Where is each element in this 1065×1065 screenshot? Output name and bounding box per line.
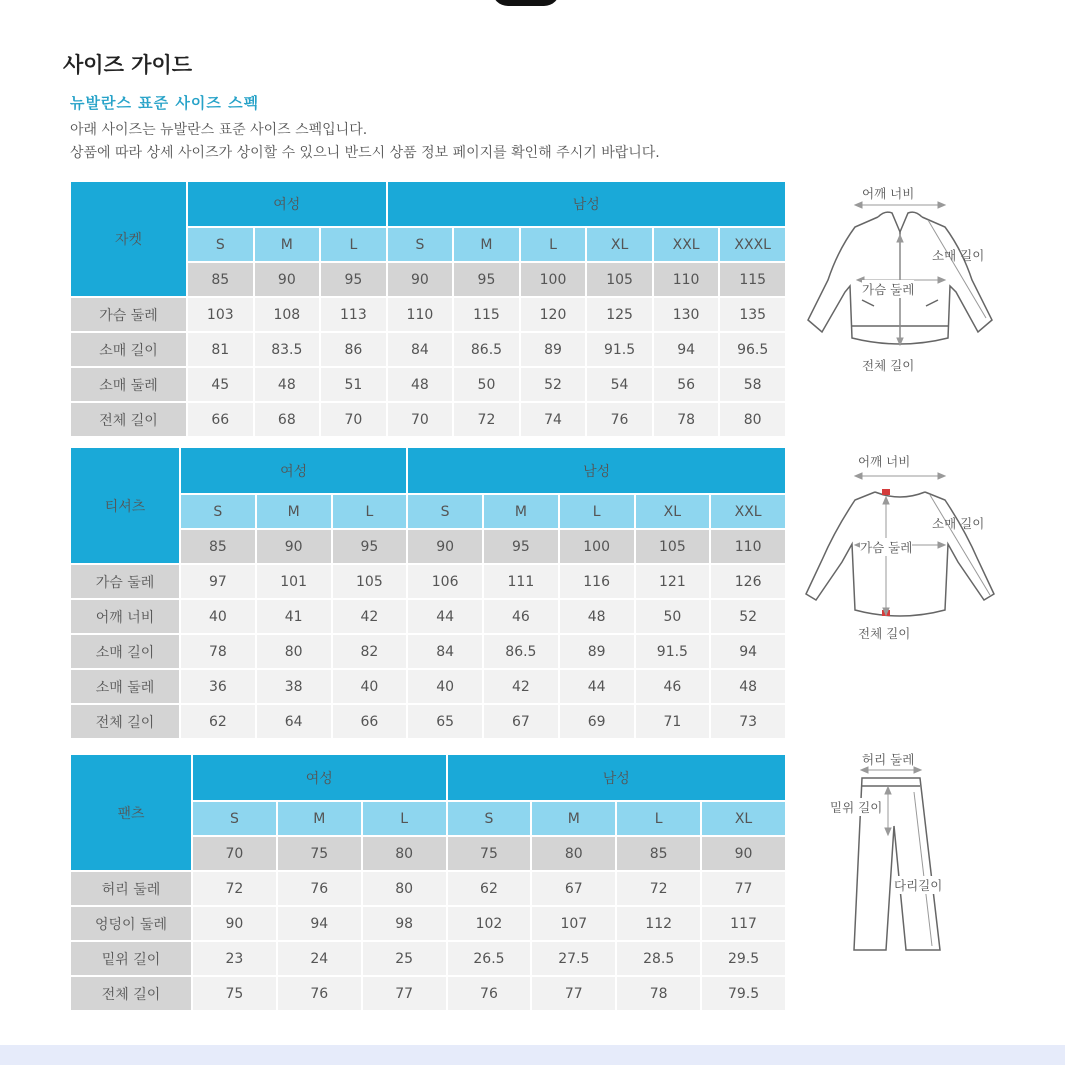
jacket-label-shoulder: 어깨 너비 — [862, 186, 915, 201]
value-cell: 90 — [192, 906, 277, 941]
table-row — [70, 599, 786, 634]
value-cell: 74 — [520, 402, 587, 437]
value-cell: 111 — [483, 564, 559, 599]
value-cell: 91.5 — [586, 332, 653, 367]
table-row — [70, 402, 786, 437]
size-number-cell: 105 — [635, 529, 711, 564]
value-cell: 23 — [192, 941, 277, 976]
jacket-size-table — [70, 181, 786, 437]
size-letter-cell: M — [531, 801, 616, 836]
value-cell: 91.5 — [635, 634, 711, 669]
value-cell: 28.5 — [616, 941, 701, 976]
size-number-cell: 75 — [277, 836, 362, 871]
value-cell: 105 — [332, 564, 408, 599]
size-number-cell: 90 — [256, 529, 332, 564]
jacket-label-sleeve: 소매 길이 — [932, 248, 985, 263]
value-cell: 101 — [256, 564, 332, 599]
value-cell: 86 — [320, 332, 387, 367]
tshirt-category-cell: 티셔츠 — [70, 447, 180, 564]
size-letter-cell: S — [192, 801, 277, 836]
size-number-cell: 85 — [187, 262, 254, 297]
value-cell: 94 — [277, 906, 362, 941]
value-cell: 115 — [453, 297, 520, 332]
row-label-cell: 전체 길이 — [70, 704, 180, 739]
pants-category-cell: 팬츠 — [70, 754, 192, 871]
value-cell: 48 — [254, 367, 321, 402]
size-letter-cell: XXL — [710, 494, 786, 529]
size-letter-cell: S — [180, 494, 256, 529]
value-cell: 42 — [483, 669, 559, 704]
size-number-cell: 90 — [407, 529, 483, 564]
pants-label-rise: 밑위 길이 — [830, 800, 883, 815]
value-cell: 64 — [256, 704, 332, 739]
value-cell: 56 — [653, 367, 720, 402]
bottom-bar — [0, 1045, 1065, 1065]
size-number-cell: 95 — [453, 262, 520, 297]
men-header: 남성 — [447, 754, 786, 801]
value-cell: 120 — [520, 297, 587, 332]
tshirt-label-chest: 가슴 둘레 — [860, 540, 913, 555]
value-cell: 80 — [719, 402, 786, 437]
size-letter-cell: L — [559, 494, 635, 529]
value-cell: 41 — [256, 599, 332, 634]
size-number-cell: 90 — [701, 836, 786, 871]
value-cell: 50 — [635, 599, 711, 634]
size-number-cell: 105 — [586, 262, 653, 297]
pants-label-waist: 허리 둘레 — [862, 752, 915, 767]
size-number-cell: 80 — [362, 836, 447, 871]
size-letter-cell: XXXL — [719, 227, 786, 262]
value-cell: 58 — [719, 367, 786, 402]
value-cell: 71 — [635, 704, 711, 739]
value-cell: 135 — [719, 297, 786, 332]
value-cell: 97 — [180, 564, 256, 599]
row-label-cell: 어깨 너비 — [70, 599, 180, 634]
table-row — [70, 634, 786, 669]
women-header: 여성 — [192, 754, 447, 801]
value-cell: 76 — [277, 871, 362, 906]
table-row — [70, 297, 786, 332]
size-number-cell: 95 — [332, 529, 408, 564]
value-cell: 98 — [362, 906, 447, 941]
value-cell: 130 — [653, 297, 720, 332]
value-cell: 80 — [362, 871, 447, 906]
value-cell: 40 — [407, 669, 483, 704]
row-label-cell: 엉덩이 둘레 — [70, 906, 192, 941]
value-cell: 77 — [701, 871, 786, 906]
value-cell: 77 — [362, 976, 447, 1011]
value-cell: 112 — [616, 906, 701, 941]
men-header: 남성 — [387, 181, 786, 227]
value-cell: 44 — [559, 669, 635, 704]
size-number-cell: 85 — [180, 529, 256, 564]
value-cell: 70 — [320, 402, 387, 437]
value-cell: 72 — [616, 871, 701, 906]
value-cell: 38 — [256, 669, 332, 704]
size-number-cell: 85 — [616, 836, 701, 871]
value-cell: 72 — [453, 402, 520, 437]
value-cell: 24 — [277, 941, 362, 976]
women-header: 여성 — [180, 447, 407, 494]
row-label-cell: 소매 둘레 — [70, 669, 180, 704]
size-letter-cell: L — [332, 494, 408, 529]
value-cell: 113 — [320, 297, 387, 332]
value-cell: 102 — [447, 906, 532, 941]
size-number-cell: 115 — [719, 262, 786, 297]
size-number-cell: 95 — [320, 262, 387, 297]
tshirt-size-table — [70, 447, 786, 739]
value-cell: 68 — [254, 402, 321, 437]
value-cell: 50 — [453, 367, 520, 402]
value-cell: 84 — [387, 332, 454, 367]
value-cell: 67 — [483, 704, 559, 739]
table-row — [70, 871, 786, 906]
table-row — [70, 367, 786, 402]
size-letter-cell: M — [453, 227, 520, 262]
value-cell: 86.5 — [453, 332, 520, 367]
row-label-cell: 허리 둘레 — [70, 871, 192, 906]
size-number-cell: 75 — [447, 836, 532, 871]
table-row — [70, 332, 786, 367]
size-number-cell: 90 — [387, 262, 454, 297]
value-cell: 80 — [256, 634, 332, 669]
tshirt-illustration — [800, 450, 1000, 650]
men-header: 남성 — [407, 447, 786, 494]
value-cell: 116 — [559, 564, 635, 599]
value-cell: 42 — [332, 599, 408, 634]
size-number-cell: 100 — [559, 529, 635, 564]
value-cell: 29.5 — [701, 941, 786, 976]
value-cell: 76 — [447, 976, 532, 1011]
jacket-category-cell: 자켓 — [70, 181, 187, 297]
value-cell: 78 — [616, 976, 701, 1011]
value-cell: 96.5 — [719, 332, 786, 367]
size-number-cell: 70 — [192, 836, 277, 871]
jacket-label-length: 전체 길이 — [862, 358, 915, 373]
value-cell: 52 — [710, 599, 786, 634]
value-cell: 117 — [701, 906, 786, 941]
value-cell: 26.5 — [447, 941, 532, 976]
pants-label-leg: 다리길이 — [894, 878, 943, 893]
value-cell: 46 — [635, 669, 711, 704]
size-letter-cell: M — [256, 494, 332, 529]
value-cell: 106 — [407, 564, 483, 599]
size-letter-cell: XXL — [653, 227, 720, 262]
size-number-cell: 95 — [483, 529, 559, 564]
row-label-cell: 소매 길이 — [70, 332, 187, 367]
tshirt-label-sleeve: 소매 길이 — [932, 516, 985, 531]
value-cell: 48 — [387, 367, 454, 402]
value-cell: 75 — [192, 976, 277, 1011]
tshirt-label-shoulder: 어깨 너비 — [858, 454, 911, 469]
value-cell: 65 — [407, 704, 483, 739]
table-row — [70, 564, 786, 599]
top-decorative-shape — [492, 0, 560, 6]
value-cell: 27.5 — [531, 941, 616, 976]
pants-size-table — [70, 754, 786, 1011]
value-cell: 125 — [586, 297, 653, 332]
value-cell: 84 — [407, 634, 483, 669]
description-line-1: 아래 사이즈는 뉴발란스 표준 사이즈 스펙입니다. — [70, 122, 368, 138]
value-cell: 86.5 — [483, 634, 559, 669]
value-cell: 62 — [447, 871, 532, 906]
value-cell: 54 — [586, 367, 653, 402]
value-cell: 89 — [520, 332, 587, 367]
value-cell: 66 — [332, 704, 408, 739]
page-title: 사이즈 가이드 — [63, 53, 193, 77]
value-cell: 25 — [362, 941, 447, 976]
table-row — [70, 669, 786, 704]
value-cell: 45 — [187, 367, 254, 402]
row-label-cell: 밑위 길이 — [70, 941, 192, 976]
value-cell: 48 — [559, 599, 635, 634]
value-cell: 78 — [653, 402, 720, 437]
value-cell: 62 — [180, 704, 256, 739]
value-cell: 126 — [710, 564, 786, 599]
value-cell: 79.5 — [701, 976, 786, 1011]
value-cell: 40 — [180, 599, 256, 634]
value-cell: 108 — [254, 297, 321, 332]
value-cell: 94 — [653, 332, 720, 367]
size-number-cell: 110 — [653, 262, 720, 297]
size-letter-cell: S — [407, 494, 483, 529]
value-cell: 70 — [387, 402, 454, 437]
table-row — [70, 941, 786, 976]
size-letter-cell: L — [616, 801, 701, 836]
value-cell: 40 — [332, 669, 408, 704]
size-letter-cell: XL — [586, 227, 653, 262]
size-letter-cell: L — [362, 801, 447, 836]
size-letter-cell: M — [277, 801, 362, 836]
value-cell: 83.5 — [254, 332, 321, 367]
row-label-cell: 가슴 둘레 — [70, 564, 180, 599]
value-cell: 69 — [559, 704, 635, 739]
value-cell: 66 — [187, 402, 254, 437]
jacket-label-chest: 가슴 둘레 — [862, 282, 915, 297]
value-cell: 107 — [531, 906, 616, 941]
size-letter-cell: XL — [701, 801, 786, 836]
table-row — [70, 906, 786, 941]
value-cell: 110 — [387, 297, 454, 332]
size-letter-cell: M — [483, 494, 559, 529]
value-cell: 94 — [710, 634, 786, 669]
value-cell: 36 — [180, 669, 256, 704]
size-number-cell: 110 — [710, 529, 786, 564]
size-letter-cell: M — [254, 227, 321, 262]
section-subtitle: 뉴발란스 표준 사이즈 스펙 — [70, 94, 260, 112]
size-letter-cell: XL — [635, 494, 711, 529]
size-number-cell: 100 — [520, 262, 587, 297]
value-cell: 81 — [187, 332, 254, 367]
size-letter-cell: S — [387, 227, 454, 262]
women-header: 여성 — [187, 181, 387, 227]
value-cell: 72 — [192, 871, 277, 906]
value-cell: 76 — [277, 976, 362, 1011]
value-cell: 89 — [559, 634, 635, 669]
value-cell: 48 — [710, 669, 786, 704]
value-cell: 76 — [586, 402, 653, 437]
value-cell: 121 — [635, 564, 711, 599]
size-number-cell: 90 — [254, 262, 321, 297]
row-label-cell: 소매 길이 — [70, 634, 180, 669]
tshirt-label-length: 전체 길이 — [858, 626, 911, 641]
value-cell: 51 — [320, 367, 387, 402]
table-row — [70, 976, 786, 1011]
value-cell: 82 — [332, 634, 408, 669]
value-cell: 67 — [531, 871, 616, 906]
row-label-cell: 소매 둘레 — [70, 367, 187, 402]
value-cell: 52 — [520, 367, 587, 402]
row-label-cell: 가슴 둘레 — [70, 297, 187, 332]
pants-illustration — [820, 750, 990, 960]
value-cell: 44 — [407, 599, 483, 634]
size-letter-cell: S — [447, 801, 532, 836]
jacket-illustration — [800, 180, 1000, 380]
value-cell: 77 — [531, 976, 616, 1011]
row-label-cell: 전체 길이 — [70, 976, 192, 1011]
pants-icon — [820, 750, 990, 960]
size-letter-cell: S — [187, 227, 254, 262]
value-cell: 46 — [483, 599, 559, 634]
table-row — [70, 704, 786, 739]
description-line-2: 상품에 따라 상세 사이즈가 상이할 수 있으니 반드시 상품 정보 페이지를 확인해 주시기 바랍니다. — [70, 145, 660, 161]
size-letter-cell: L — [520, 227, 587, 262]
value-cell: 103 — [187, 297, 254, 332]
size-number-cell: 80 — [531, 836, 616, 871]
value-cell: 78 — [180, 634, 256, 669]
value-cell: 73 — [710, 704, 786, 739]
size-letter-cell: L — [320, 227, 387, 262]
row-label-cell: 전체 길이 — [70, 402, 187, 437]
